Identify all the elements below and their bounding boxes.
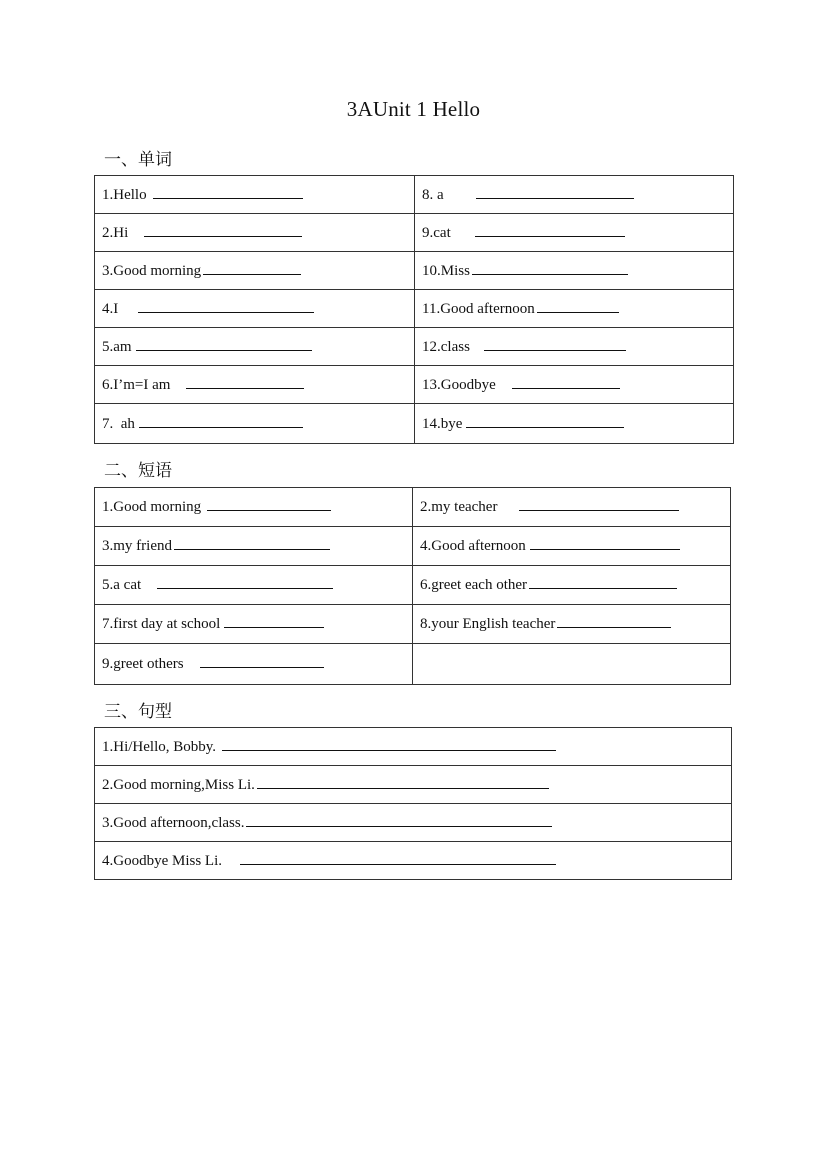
phrase-item-label: 3.my friend <box>102 538 172 554</box>
phrase-item-label: 8.your English teacher <box>420 616 556 632</box>
answer-blank[interactable] <box>257 776 549 789</box>
answer-blank[interactable] <box>476 186 634 199</box>
word-item-label: 2.Hi <box>102 224 129 241</box>
answer-blank[interactable] <box>157 576 333 589</box>
answer-blank[interactable] <box>222 738 556 751</box>
word-item-label: 11.Good afternoon <box>422 300 535 317</box>
answer-blank[interactable] <box>153 186 303 199</box>
word-item <box>95 328 415 366</box>
words-table <box>94 175 734 444</box>
word-item-label: 3.Good morning <box>102 262 202 279</box>
sentence-item <box>95 842 732 880</box>
word-item <box>95 214 415 252</box>
answer-blank[interactable] <box>136 338 312 351</box>
word-item <box>95 290 415 328</box>
word-item <box>415 252 734 290</box>
phrase-item <box>413 527 731 566</box>
answer-blank[interactable] <box>203 262 301 275</box>
answer-blank[interactable] <box>240 852 556 865</box>
section-heading-words: 一、单词 <box>104 150 172 170</box>
word-item <box>415 290 734 328</box>
word-item <box>415 328 734 366</box>
word-item-label: 14.bye <box>422 415 463 432</box>
word-item <box>415 214 734 252</box>
sentence-item-label: 3.Good afternoon,class. <box>102 814 245 831</box>
phrase-item-label: 5.a cat <box>102 577 142 593</box>
answer-blank[interactable] <box>200 655 324 668</box>
phrase-item-label: 9.greet others <box>102 656 184 672</box>
word-item <box>95 404 415 444</box>
answer-blank[interactable] <box>519 498 679 511</box>
sentence-item <box>95 728 732 766</box>
worksheet-title: 3AUnit 1 Hello <box>346 97 481 121</box>
word-item-label: 7. ah <box>102 415 135 432</box>
word-item <box>95 366 415 404</box>
answer-blank[interactable] <box>530 537 680 550</box>
answer-blank[interactable] <box>207 498 331 511</box>
phrase-item <box>95 566 413 605</box>
answer-blank[interactable] <box>224 615 324 628</box>
sentence-item <box>95 766 732 804</box>
phrase-item <box>95 644 413 685</box>
phrase-item-label: 4.Good afternoon <box>420 538 526 554</box>
answer-blank[interactable] <box>246 814 552 827</box>
answer-blank[interactable] <box>484 338 626 351</box>
phrase-item <box>95 527 413 566</box>
word-item-label: 6.I’m=I am <box>102 376 171 393</box>
section-heading-phrases: 二、短语 <box>104 461 172 481</box>
sentences-table <box>94 727 732 880</box>
answer-blank[interactable] <box>186 376 304 389</box>
answer-blank[interactable] <box>138 300 314 313</box>
answer-blank[interactable] <box>512 376 620 389</box>
word-item <box>415 366 734 404</box>
answer-blank[interactable] <box>557 615 671 628</box>
word-item-label: 8. a <box>422 186 444 203</box>
sentence-item-label: 4.Goodbye Miss Li. <box>102 852 222 869</box>
answer-blank[interactable] <box>537 300 619 313</box>
answer-blank[interactable] <box>472 262 628 275</box>
sentence-item-label: 2.Good morning,Miss Li. <box>102 776 255 793</box>
word-item-label: 1.Hello <box>102 186 147 203</box>
phrase-item <box>413 488 731 527</box>
phrase-item <box>95 605 413 644</box>
word-item-label: 5.am <box>102 338 132 355</box>
answer-blank[interactable] <box>139 415 303 428</box>
word-item <box>415 176 734 214</box>
answer-blank[interactable] <box>144 224 302 237</box>
word-item-label: 12.class <box>422 338 470 355</box>
word-item-label: 9.cat <box>422 224 451 241</box>
answer-blank[interactable] <box>174 537 330 550</box>
phrase-item-label: 2.my teacher <box>420 499 498 515</box>
answer-blank[interactable] <box>466 415 624 428</box>
sentence-item-label: 1.Hi/Hello, Bobby. <box>102 738 217 755</box>
answer-blank[interactable] <box>475 224 625 237</box>
phrase-item <box>413 566 731 605</box>
section-heading-sentences: 三、句型 <box>104 702 172 722</box>
word-item <box>95 176 415 214</box>
word-item <box>415 404 734 444</box>
phrase-item <box>413 605 731 644</box>
phrase-item <box>95 488 413 527</box>
phrase-empty-cell <box>413 644 731 685</box>
answer-blank[interactable] <box>529 576 677 589</box>
phrase-item-label: 7.first day at school <box>102 616 221 632</box>
word-item <box>95 252 415 290</box>
phrases-table <box>94 487 731 685</box>
phrase-item-label: 1.Good morning <box>102 499 202 515</box>
word-item-label: 4.I <box>102 300 119 317</box>
phrase-item-label: 6.greet each other <box>420 577 528 593</box>
sentence-item <box>95 804 732 842</box>
word-item-label: 10.Miss <box>422 262 470 279</box>
word-item-label: 13.Goodbye <box>422 376 496 393</box>
